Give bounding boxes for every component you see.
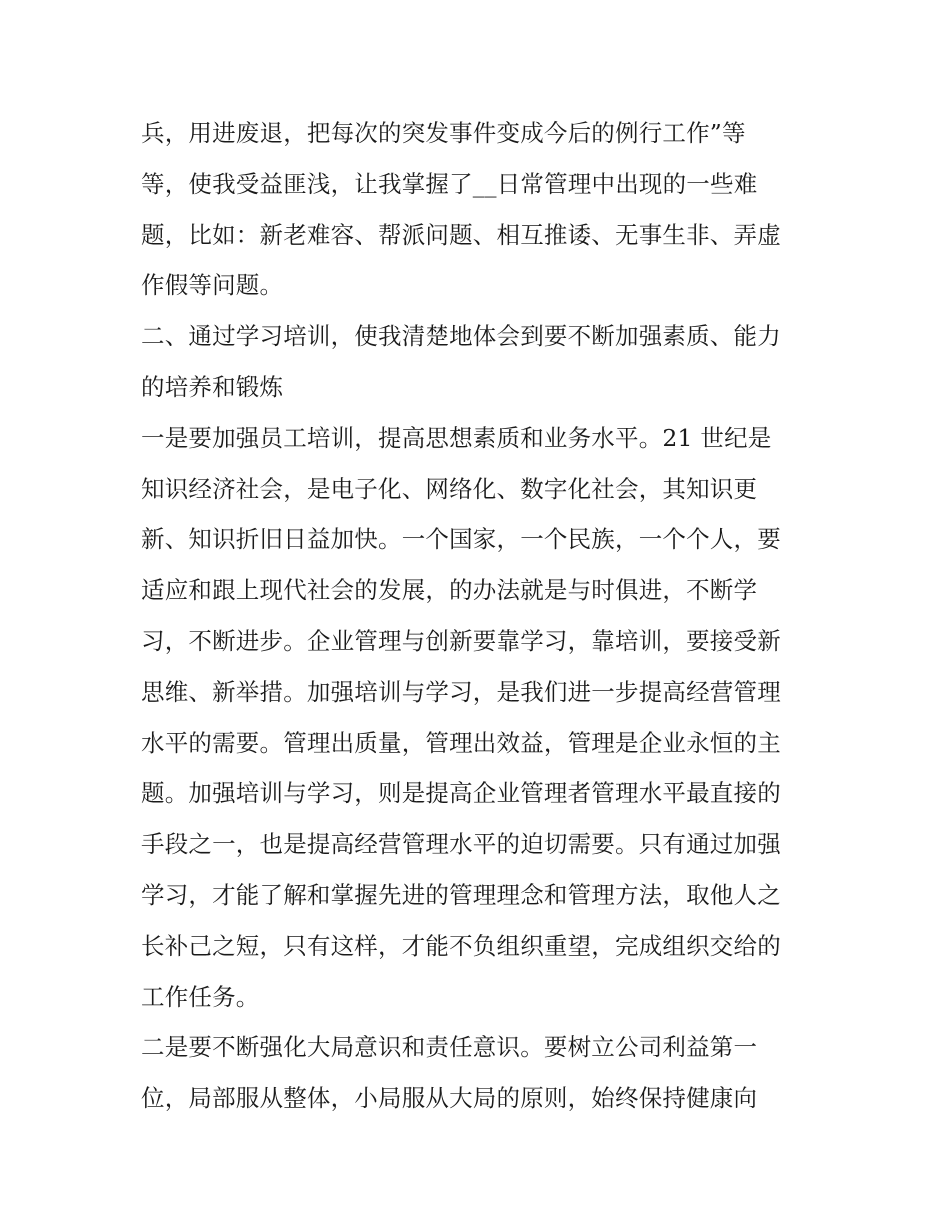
text-line: 兵，用进废退，把每次的突发事件变成今后的例行工作”等 <box>141 119 746 147</box>
text-line: 位，局部服从整体，小局服从大局的原则，始终保持健康向 <box>141 1084 758 1113</box>
text-line: 水平的需要。管理出质量，管理出效益，管理是企业永恒的主 <box>141 728 781 757</box>
text-line: 的培养和锻炼 <box>141 372 284 401</box>
text-line: 题。加强培训与学习，则是提高企业管理者管理水平最直接的 <box>141 779 781 808</box>
text-line: 一是要加强员工培训，提高思想素质和业务水平。21 世纪是 <box>141 423 772 452</box>
text-line: 知识经济社会，是电子化、网络化、数字化社会，其知识更 <box>141 474 758 503</box>
text-line: 新、知识折旧日益加快。一个国家，一个民族，一个个人，要 <box>141 525 781 554</box>
text-line: 二、通过学习培训，使我清楚地体会到要不断加强素质、能力 <box>141 322 781 351</box>
text-line: 长补己之短，只有这样，才能不负组织重望，完成组织交给的 <box>141 931 781 960</box>
text-line: 二是要不断强化大局意识和责任意识。要树立公司利益第一 <box>141 1033 758 1062</box>
text-line: 作假等问题。 <box>141 271 284 300</box>
text-line: 思维、新举措。加强培训与学习，是我们进一步提高经营管理 <box>141 677 781 706</box>
text-line: 适应和跟上现代社会的发展，的办法就是与时俱进，不断学 <box>141 576 758 605</box>
text-line: 等，使我受益匪浅，让我掌握了__日常管理中出现的一些难 <box>141 169 758 198</box>
text-line: 习，不断进步。企业管理与创新要靠学习，靠培训，要接受新 <box>141 626 781 655</box>
text-line: 题，比如：新老难容、帮派问题、相互推诿、无事生非、弄虚 <box>141 220 781 249</box>
document-body <box>141 108 821 1124</box>
text-line: 学习，才能了解和掌握先进的管理理念和管理方法，取他人之 <box>141 880 781 909</box>
text-line: 工作任务。 <box>141 982 260 1011</box>
text-line: 手段之一，也是提高经营管理水平的迫切需要。只有通过加强 <box>141 830 781 859</box>
